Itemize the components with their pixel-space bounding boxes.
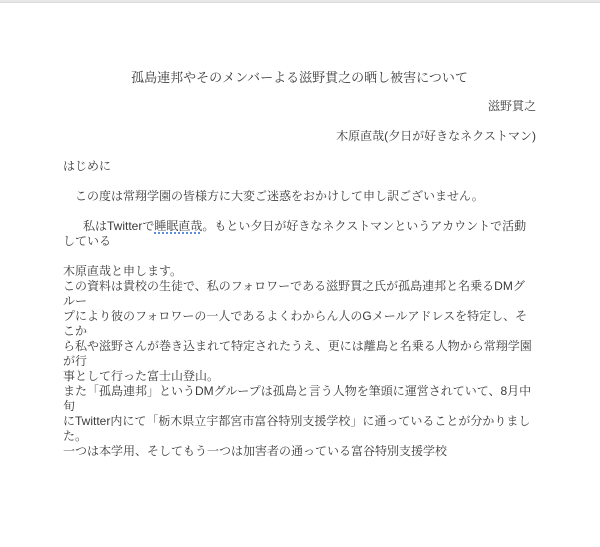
body-line: にTwitter内にて「栃木県立宇都宮市富谷特別支援学校」に通っていることが分かりました。: [63, 414, 531, 443]
author-line-2: 木原直哉(夕日が好きなネクストマン): [336, 129, 536, 143]
body-line: ら私や滋野さんが巻き込まれて特定されたうえ、更には離島と名乗る人物から常翔学園が行: [63, 339, 532, 368]
author-line-1: 滋野貫之: [487, 99, 536, 113]
body-line: また「孤島連邦」というDMグループは孤島と言う人物を筆頭に運営されていて、8月中旬: [63, 384, 532, 413]
body-line: 事として行った富士山登山。: [63, 369, 220, 383]
body-line-segment: 。もとい夕日が好きなネクストマンというアカウントで活動している: [63, 219, 527, 248]
spellcheck-flagged-text: 睡眠直哉: [154, 219, 203, 233]
body-line: 木原直哉と申します。: [63, 264, 183, 278]
section-heading: はじめに: [63, 159, 112, 173]
body-line: [63, 204, 536, 264]
body-line-segment: 私はTwitterで: [83, 219, 155, 233]
viewer-top-edge: [0, 0, 600, 3]
document-page: [63, 70, 536, 459]
body-line: 一つは本学用、そしてもう一つは加害者の通っている富谷特別支援学校: [63, 444, 448, 458]
document-title: 孤島連邦やそのメンバーよる滋野貫之の晒し被害について: [131, 70, 468, 85]
body-line: この資料は貴校の生徒で、私のフォロワーである滋野貫之氏が孤島連邦と名乗るDMグルー: [63, 279, 525, 308]
body-line: プにより彼のフォロワーの一人であるよくわからん人のGメールアドレスを特定し、そこか: [63, 309, 528, 338]
body-line: この度は常翔学園の皆様方に大変ご迷惑をおかけして申し訳ございません。: [63, 189, 484, 203]
body-paragraph: [63, 189, 536, 459]
